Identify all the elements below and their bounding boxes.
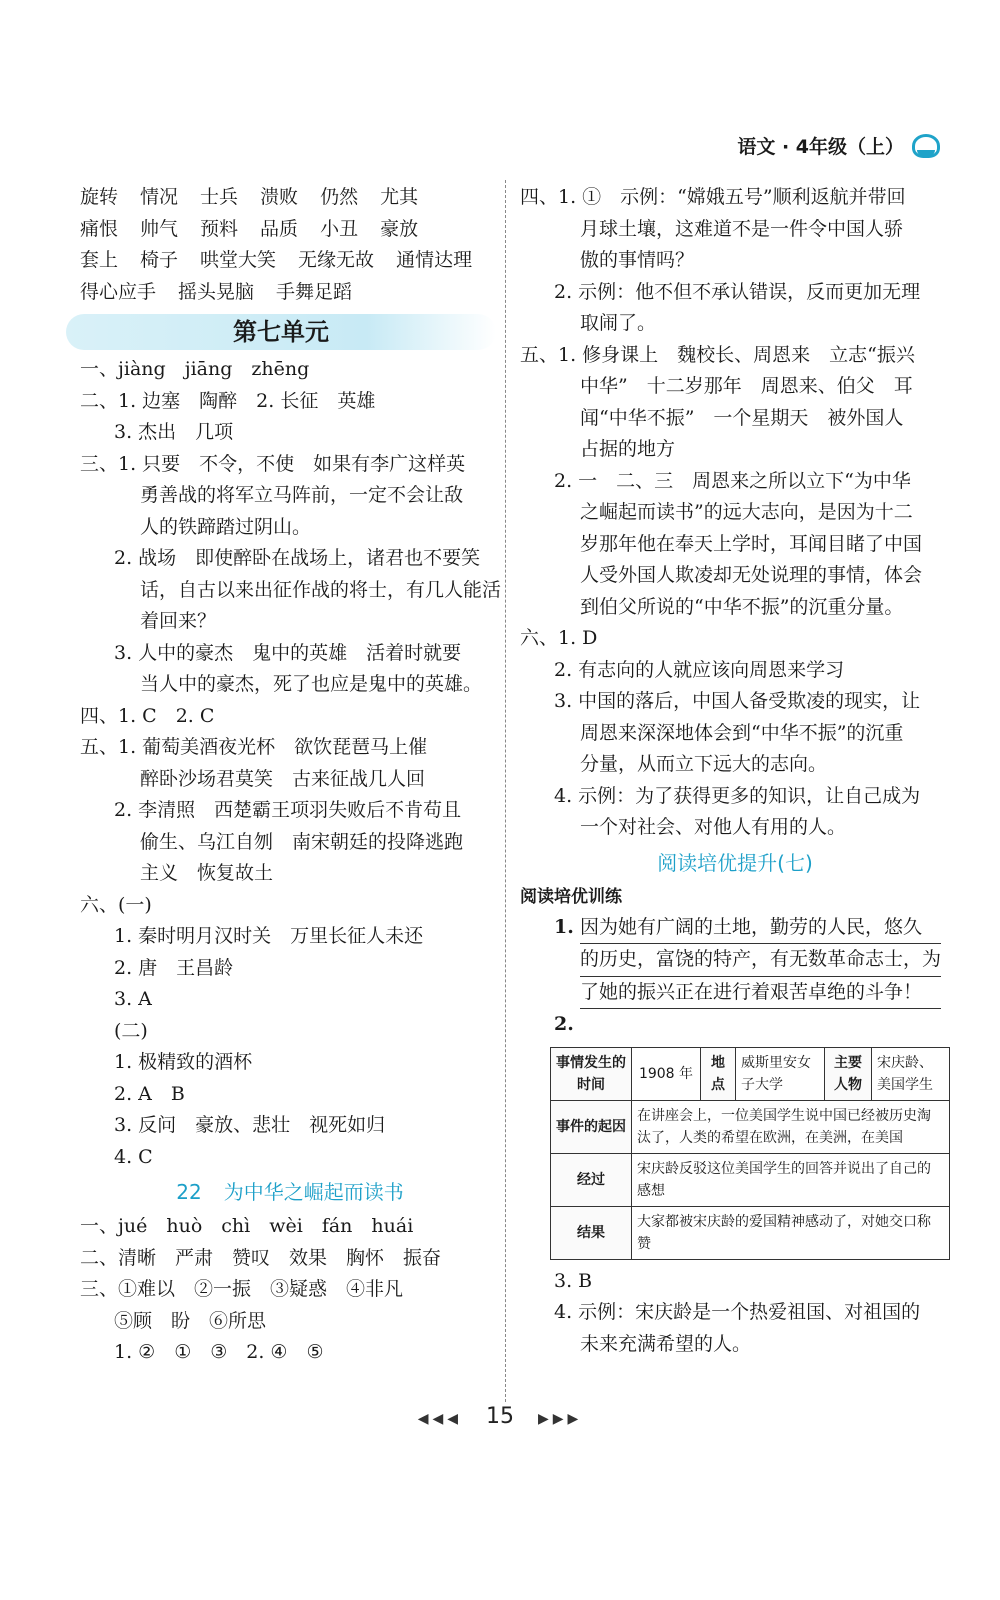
question-1-number: 1.	[554, 915, 574, 938]
answer-line: 一个对社会、对他人有用的人。	[580, 816, 847, 838]
answer-line: 1. 秦时明月汉时关 万里长征人未还	[114, 925, 424, 947]
prev-arrows-icon: ◀◀◀	[417, 1411, 462, 1427]
reading-section-title: 阅读培优提升(七)	[657, 850, 813, 875]
vocabulary-list	[80, 182, 500, 308]
table-row	[551, 1100, 950, 1153]
vocabulary-word: 痛恨	[80, 217, 119, 240]
answer-line: 六、(一)	[80, 893, 152, 916]
answer-line: 话，自古以来出征作战的将士，有几人能活	[140, 578, 502, 601]
left-column	[80, 182, 500, 1369]
answer-line: 当人中的豪杰，死了也应是鬼中的英雄。	[140, 673, 483, 695]
answer-line: 取闹了。	[580, 312, 657, 334]
answer-line: 2. 李清照 西楚霸王项羽失败后不肯苟且	[114, 799, 462, 821]
right-column	[520, 182, 950, 1360]
vocabulary-word: 尤其	[380, 186, 419, 208]
answer-line: 醉卧沙场君莫笑 古来征战几人回	[140, 767, 426, 790]
vocabulary-word: 通情达理	[396, 249, 473, 271]
table-cell: 地点	[701, 1047, 736, 1100]
answer-line: ⑤顾 盼 ⑥所思	[114, 1309, 267, 1332]
answer-line: 岁那年他在奉天上学时，耳闻目睹了中国	[580, 532, 923, 555]
lesson-answers-continued	[520, 182, 950, 844]
answer-line: 占据的地方	[580, 438, 676, 460]
answer-line: 1. 极精致的酒杯	[114, 1051, 253, 1073]
vocabulary-word: 预料	[200, 217, 239, 240]
answer-line: 2. 唐 王昌龄	[114, 956, 234, 979]
vocabulary-word: 哄堂大笑	[200, 249, 277, 271]
event-table	[550, 1047, 950, 1260]
table-cell: 事情发生的时间	[551, 1047, 632, 1100]
underlined-answer-line: 的历史，富饶的特产，有无数革命志士，为	[580, 944, 941, 977]
answers-3-4	[520, 1266, 950, 1361]
vocabulary-row	[80, 245, 500, 277]
vocabulary-word: 手舞足蹈	[276, 280, 353, 303]
vocabulary-word: 得心应手	[80, 280, 157, 303]
vocabulary-word: 士兵	[200, 186, 239, 208]
answer-line: 二、1. 边塞 陶醉 2. 长征 英雄	[80, 389, 376, 412]
vocabulary-row	[80, 182, 500, 214]
table-row	[551, 1047, 950, 1100]
answer-line: 2. 一 二、三 周恩来之所以立下“为中华	[554, 469, 911, 492]
next-arrows-icon: ▶▶▶	[538, 1411, 583, 1427]
table-cell: 宋庆龄、美国学生	[872, 1047, 950, 1100]
vocabulary-word: 情况	[140, 186, 179, 208]
answer-line: 三、1. 只要 不令，不使 如果有李广这样英	[80, 452, 466, 475]
column-divider	[505, 180, 506, 1402]
answer-line: 2. 战场 即使醉卧在战场上，诸君也不要笑	[114, 547, 481, 569]
table-cell: 结果	[551, 1206, 632, 1259]
table-cell: 在讲座会上，一位美国学生说中国已经被历史淘汰了，人类的希望在欧洲，在美洲，在美国	[632, 1100, 950, 1153]
answer-line: 3. 反问 豪放、悲壮 视死如归	[114, 1114, 386, 1136]
question-2-number: 2.	[554, 1013, 574, 1035]
answer-line: 3. B	[554, 1269, 593, 1292]
answer-line: 人的铁蹄踏过阴山。	[140, 515, 312, 538]
page-number: 15	[486, 1404, 514, 1429]
vocabulary-word: 豪放	[380, 217, 419, 240]
training-heading: 阅读培优训练	[520, 886, 622, 907]
vocabulary-word: 摇头晃脑	[178, 280, 255, 303]
vocabulary-word: 旋转	[80, 186, 119, 208]
answer-line: 傲的事情吗？	[580, 249, 695, 271]
vocabulary-word: 小丑	[320, 217, 359, 240]
table-cell: 宋庆龄反驳这位美国学生的回答并说出了自己的感想	[632, 1153, 950, 1206]
question-1-answer	[580, 912, 941, 1010]
answer-line: 3. 人中的豪杰 鬼中的英雄 活着时就要	[114, 641, 462, 664]
answer-line: (二)	[114, 1019, 148, 1042]
answer-line: 3. A	[114, 988, 152, 1010]
answer-line: 四、1. C 2. C	[80, 704, 215, 727]
answer-line: 2. 示例：他不但不承认错误，反而更加无理	[554, 280, 921, 303]
answer-line: 4. 示例：宋庆龄是一个热爱祖国、对祖国的	[554, 1301, 921, 1323]
answer-line: 勇善战的将军立马阵前，一定不会让敌	[140, 484, 464, 506]
vocabulary-word: 品质	[260, 217, 299, 240]
answer-line: 五、1. 修身课上 魏校长、周恩来 立志“振兴	[520, 343, 915, 366]
table-cell: 威斯里安女子大学	[736, 1047, 825, 1100]
question-1	[520, 912, 950, 1010]
page-header	[737, 132, 940, 159]
subject-grade-label: 语文 · 4年级（上）	[737, 136, 904, 158]
vocabulary-word: 仍然	[320, 186, 359, 208]
answer-line: 分量，从而立下远大的志向。	[580, 753, 828, 775]
answer-line: 中华” 十二岁那年 周恩来、伯父 耳	[580, 375, 913, 397]
answer-line: 未来充满希望的人。	[580, 1332, 752, 1355]
table-cell: 主要人物	[825, 1047, 872, 1100]
answer-line: 月球土壤，这难道不是一件令中国人骄	[580, 217, 904, 240]
table-cell: 大家都被宋庆龄的爱国精神感动了，对她交口称赞	[632, 1206, 950, 1259]
table-cell: 经过	[551, 1153, 632, 1206]
answer-line: 六、1. D	[520, 627, 598, 649]
answer-line: 一、jiàng jiāng zhēng	[80, 358, 310, 380]
book-logo-icon	[912, 134, 940, 158]
answer-line: 4. 示例：为了获得更多的知识，让自己成为	[554, 784, 921, 807]
answer-line: 3. 杰出 几项	[114, 421, 234, 443]
answer-line: 1. ② ① ③ 2. ④ ⑤	[114, 1341, 324, 1363]
unit-title: 第七单元	[66, 314, 496, 350]
table-cell: 1908 年	[632, 1047, 701, 1100]
answer-line: 2. 有志向的人就应该向周恩来学习	[554, 658, 845, 681]
answer-line: 一、jué huò chì wèi fán huái	[80, 1215, 414, 1237]
vocabulary-word: 套上	[80, 249, 119, 271]
answer-line: 3. 中国的落后，中国人备受欺凌的现实，让	[554, 690, 921, 712]
answer-line: 偷生、乌江自刎 南宋朝廷的投降逃跑	[140, 830, 464, 853]
page-footer	[0, 1404, 1000, 1429]
lesson-answers	[80, 1211, 500, 1369]
lesson-number: 22	[176, 1180, 202, 1204]
answer-line: 人受外国人欺凌却无处说理的事情，体会	[580, 564, 923, 586]
lesson-title	[80, 1175, 500, 1209]
table-row	[551, 1206, 950, 1259]
vocabulary-word: 无缘无故	[298, 249, 375, 271]
answer-line: 二、清晰 严肃 赞叹 效果 胸怀 振奋	[80, 1246, 442, 1269]
lesson-name: 为中华之崛起而读书	[223, 1180, 404, 1204]
unit-answers	[80, 354, 500, 1173]
vocabulary-word: 帅气	[140, 217, 179, 240]
answer-line: 三、①难以 ②一振 ③疑惑 ④非凡	[80, 1278, 404, 1300]
answer-line: 4. C	[114, 1145, 153, 1168]
answer-line: 到伯父所说的“中华不振”的沉重分量。	[580, 595, 904, 618]
vocabulary-row	[80, 214, 500, 246]
underlined-answer-line: 了她的振兴正在进行着艰苦卓绝的斗争！	[580, 977, 941, 1010]
underlined-answer-line: 因为她有广阔的土地，勤劳的人民，悠久	[580, 912, 941, 945]
answer-line: 着回来？	[140, 610, 217, 632]
answer-line: 四、1. ① 示例：“嫦娥五号”顺利返航并带回	[520, 186, 906, 208]
vocabulary-row	[80, 277, 500, 309]
answer-line: 闻“中华不振” 一个星期天 被外国人	[580, 406, 904, 429]
answer-line: 主义 恢复故土	[140, 862, 274, 884]
table-row	[551, 1153, 950, 1206]
answer-line: 周恩来深深地体会到“中华不振”的沉重	[580, 721, 904, 744]
table-cell: 事件的起因	[551, 1100, 632, 1153]
vocabulary-word: 溃败	[260, 186, 299, 208]
answer-line: 2. A B	[114, 1082, 185, 1105]
answer-line: 之崛起而读书”的远大志向，是因为十二	[580, 501, 913, 523]
vocabulary-word: 椅子	[140, 249, 179, 271]
answer-line: 五、1. 葡萄美酒夜光杯 欲饮琵琶马上催	[80, 736, 428, 758]
